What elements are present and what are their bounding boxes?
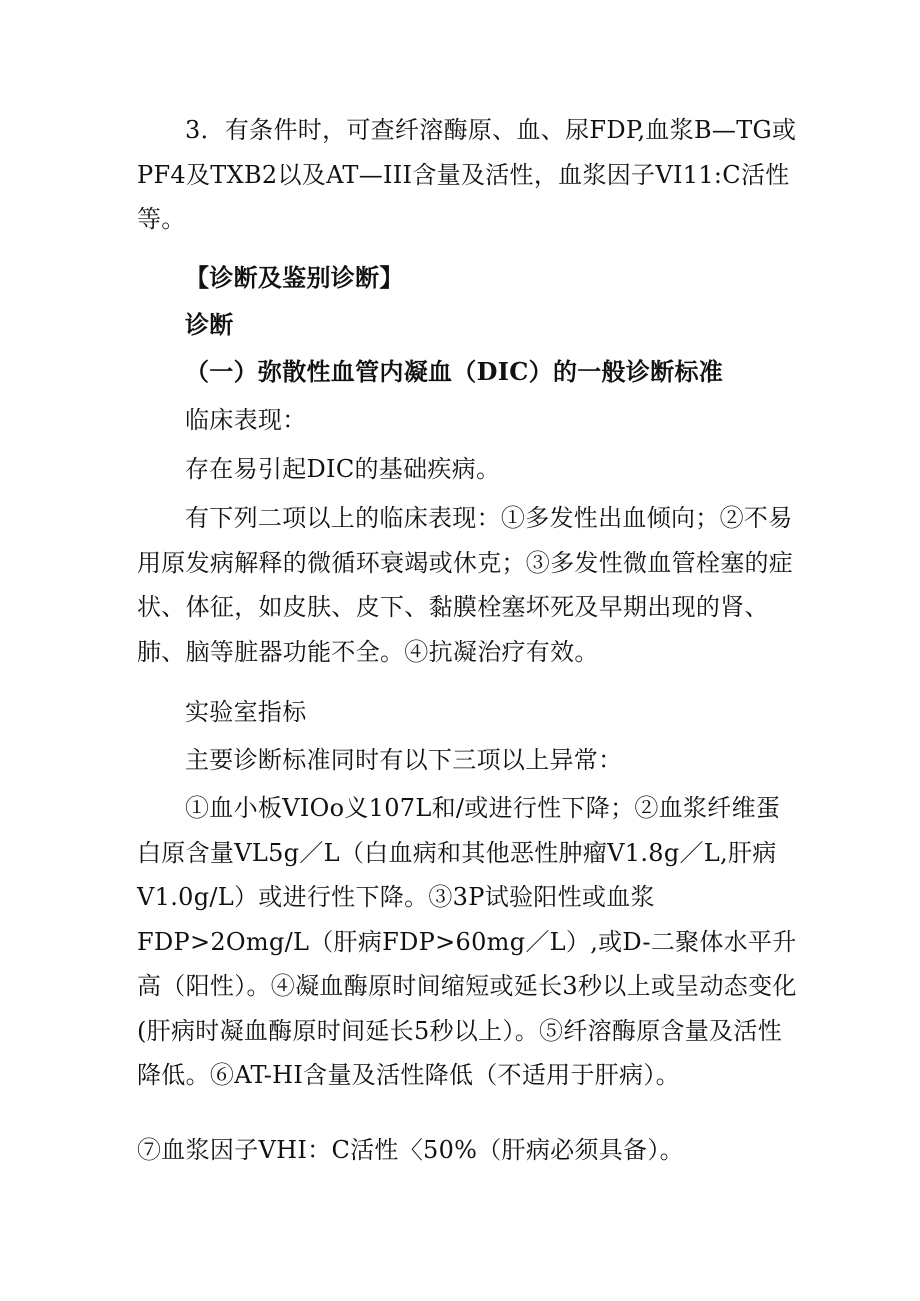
heading-diagnosis: 诊断 xyxy=(185,310,234,339)
paragraph-lab-values: ①血小板VIOo义107L和/或进行性下降；②血浆纤维蛋白原含量VL5g／L（白血病和其他恶性肿瘤V1.8g／L,肝病V1.0g/L）或进行性下降。③3P试验阳性或血浆FDP>2Omg/L（肝病FDP>60mg／L）,或D-二聚体水平升高（阳性）。④凝血酶原时间缩短或延长3秒以上或呈动态变化(肝病时凝血酶原时间延长5秒以上）。⑤纤溶酶原含量及活性降低。⑥AT-HI含量及活性降低（不适用于肝病）。 xyxy=(137,794,797,1089)
paragraph-clinical-signs: 有下列二项以上的临床表现：①多发性出血倾向；②不易用原发病解释的微循环衰竭或休克；③多发性微血管栓塞的症状、体征，如皮肤、皮下、黏膜栓塞坏死及早期出现的肾、肺、脑等脏器功能不全。④抗凝治疗有效。 xyxy=(137,504,794,666)
heading-dic-criteria: （一）弥散性血管内凝血（DIC）的一般诊断标准 xyxy=(185,357,724,386)
label-clinical: 临床表现： xyxy=(185,406,307,434)
label-lab: 实验室指标 xyxy=(185,698,307,726)
paragraph-underlying-disease: 存在易引起DIC的基础疾病。 xyxy=(185,455,501,483)
paragraph-factor-viii: ⑦血浆因子VHI：C活性〈50%（肝病必须具备）。 xyxy=(137,1136,684,1164)
paragraph-lab-conditional: 3．有条件时，可查纤溶酶原、血、尿FDP,血浆B—TG或PF4及TXB2以及AT—III含量及活性，血浆因子VI11:C活性等。 xyxy=(137,116,797,233)
paragraph-main-criteria: 主要诊断标准同时有以下三项以上异常： xyxy=(185,746,623,774)
heading-diagnosis-section: 【诊断及鉴别诊断】 xyxy=(185,263,404,292)
